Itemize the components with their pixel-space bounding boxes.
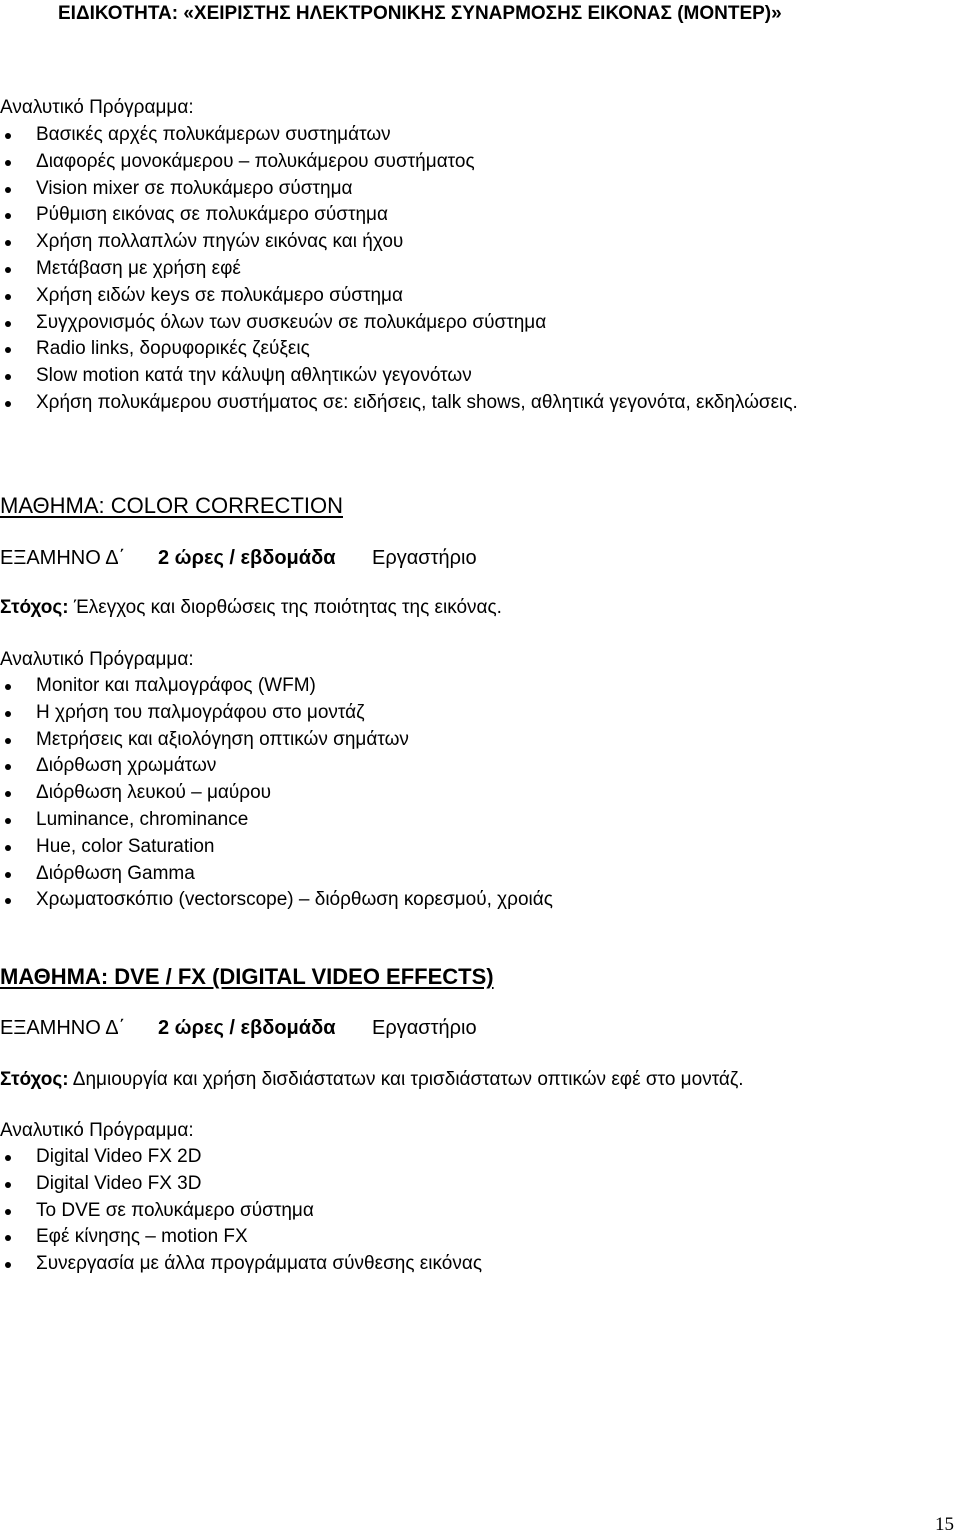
bullet-icon <box>5 1182 11 1188</box>
list-item-text: Digital Video FX 3D <box>36 1172 202 1194</box>
list-item <box>0 807 553 834</box>
lesson-title-dve-fx: ΜΑΘΗΜΑ: DVE / FX (DIGITAL VIDEO EFFECTS) <box>0 964 494 989</box>
bullet-icon <box>5 764 11 770</box>
list-item <box>0 122 798 149</box>
bullet-icon <box>5 1235 11 1241</box>
bullet-icon <box>5 213 11 219</box>
list-item <box>0 727 553 754</box>
list-item <box>0 1198 482 1225</box>
bullet-icon <box>5 401 11 407</box>
lesson-title-color-correction: ΜΑΘΗΜΑ: COLOR CORRECTION <box>0 493 343 518</box>
list-item <box>0 673 553 700</box>
bullet-icon <box>5 187 11 193</box>
list-item <box>0 176 798 203</box>
list-item <box>0 149 798 176</box>
lesson-goal-2 <box>0 1068 744 1092</box>
page-number: 15 <box>935 1514 954 1535</box>
list-item <box>0 363 798 390</box>
bullet-icon <box>5 791 11 797</box>
list-item <box>0 202 798 229</box>
syllabus-list-3 <box>0 1144 482 1278</box>
list-item <box>0 887 553 914</box>
bullet-icon <box>5 1209 11 1215</box>
bullet-icon <box>5 294 11 300</box>
lesson-type: Εργαστήριο <box>372 1017 477 1039</box>
lesson-meta-1 <box>0 545 477 571</box>
list-item-text: Χρήση πολλαπλών πηγών εικόνας και ήχου <box>36 231 404 253</box>
bullet-icon <box>5 818 11 824</box>
semester-label: ΕΞΑΜΗΝΟ Δ΄ <box>0 1017 126 1039</box>
goal-text: Δημιουργία και χρήση δισδιάστατων και τρισδιάστατων οπτικών εφέ στο μοντάζ. <box>68 1069 744 1090</box>
bullet-icon <box>5 738 11 744</box>
list-item <box>0 834 553 861</box>
list-item <box>0 283 798 310</box>
list-item-text: Βασικές αρχές πολυκάμερων συστημάτων <box>36 124 391 145</box>
list-item-text: Διόρθωση λευκού – μαύρου <box>36 782 272 804</box>
lesson-meta-2 <box>0 1015 477 1041</box>
list-item-text: Χρήση πολυκάμερου συστήματος σε: ειδήσεις, talk shows, αθλητικά γεγονότα, εκδηλώσεις. <box>36 391 798 413</box>
list-item <box>0 1251 482 1278</box>
list-item <box>0 1224 482 1251</box>
list-item-text: Διαφορές μονοκάμερου – πολυκάμερου συστήματος <box>36 150 475 172</box>
list-item-text: Η χρήση του παλμογράφου στο μοντάζ <box>36 701 365 723</box>
syllabus-heading-2: Αναλυτικό Πρόγραμμα: <box>0 649 194 670</box>
semester-label: ΕΞΑΜΗΝΟ Δ΄ <box>0 547 126 569</box>
list-item <box>0 229 798 256</box>
list-item-text: Συγχρονισμός όλων των συσκευών σε πολυκάμερο σύστημα <box>36 311 547 333</box>
list-item-text: Vision mixer σε πολυκάμερο σύστημα <box>36 177 353 199</box>
list-item-text: Digital Video FX 2D <box>36 1146 202 1167</box>
list-item <box>0 753 553 780</box>
lesson-goal-1 <box>0 596 502 620</box>
list-item-text: Monitor και παλμογράφος (WFM) <box>36 675 316 696</box>
list-item <box>0 861 553 888</box>
bullet-icon <box>5 711 11 717</box>
lesson-type: Εργαστήριο <box>372 547 477 569</box>
list-item <box>0 1171 482 1198</box>
goal-label: Στόχος: <box>0 1069 69 1090</box>
bullet-icon <box>5 240 11 246</box>
syllabus-heading-3: Αναλυτικό Πρόγραμμα: <box>0 1120 194 1141</box>
bullet-icon <box>5 347 11 353</box>
list-item <box>0 1144 482 1171</box>
list-item <box>0 310 798 337</box>
bullet-icon <box>5 133 11 139</box>
list-item <box>0 390 798 417</box>
hours-per-week: 2 ώρες / εβδομάδα <box>158 547 336 569</box>
hours-per-week: 2 ώρες / εβδομάδα <box>158 1017 336 1039</box>
list-item-text: Hue, color Saturation <box>36 835 215 857</box>
list-item-text: Συνεργασία με άλλα προγράμματα σύνθεσης εικόνας <box>36 1253 482 1275</box>
bullet-icon <box>5 267 11 273</box>
list-item-text: Διόρθωση Gamma <box>36 862 195 884</box>
list-item <box>0 336 798 363</box>
syllabus-heading-1: Αναλυτικό Πρόγραμμα: <box>0 97 194 118</box>
list-item-text: Διόρθωση χρωμάτων <box>36 755 217 777</box>
list-item-text: Slow motion κατά την κάλυψη αθλητικών γεγονότων <box>36 365 472 387</box>
document-title: ΕΙΔΙΚΟΤΗΤΑ: «ΧΕΙΡΙΣΤΗΣ ΗΛΕΚΤΡΟΝΙΚΗΣ ΣΥΝΑΡΜΟΣΗΣ ΕΙΚΟΝΑΣ (ΜΟΝΤΕΡ)» <box>58 3 782 24</box>
list-item-text: Μετάβαση με χρήση εφέ <box>36 257 241 279</box>
goal-text: Έλεγχος και διορθώσεις της ποιότητας της εικόνας. <box>68 597 502 618</box>
list-item-text: Εφέ κίνησης – motion FX <box>36 1226 248 1248</box>
bullet-icon <box>5 321 11 327</box>
bullet-icon <box>5 898 11 904</box>
list-item-text: Ρύθμιση εικόνας σε πολυκάμερο σύστημα <box>36 204 388 226</box>
list-item-text: Luminance, chrominance <box>36 808 249 830</box>
bullet-icon <box>5 845 11 851</box>
list-item <box>0 780 553 807</box>
syllabus-list-2 <box>0 673 553 914</box>
list-item-text: To DVE σε πολυκάμερο σύστημα <box>36 1199 314 1221</box>
list-item-text: Μετρήσεις και αξιολόγηση οπτικών σημάτων <box>36 728 409 750</box>
list-item-text: Radio links, δορυφορικές ζεύξεις <box>36 338 310 360</box>
syllabus-list-1 <box>0 122 798 417</box>
bullet-icon <box>5 160 11 166</box>
bullet-icon <box>5 374 11 380</box>
list-item <box>0 256 798 283</box>
bullet-icon <box>5 1262 11 1268</box>
list-item-text: Χρωματοσκόπιο (vectorscope) – διόρθωση κορεσμού, χροιάς <box>36 889 553 911</box>
list-item <box>0 700 553 727</box>
bullet-icon <box>5 1155 11 1161</box>
list-item-text: Χρήση ειδών keys σε πολυκάμερο σύστημα <box>36 284 403 306</box>
bullet-icon <box>5 872 11 878</box>
goal-label: Στόχος: <box>0 597 69 618</box>
bullet-icon <box>5 684 11 690</box>
